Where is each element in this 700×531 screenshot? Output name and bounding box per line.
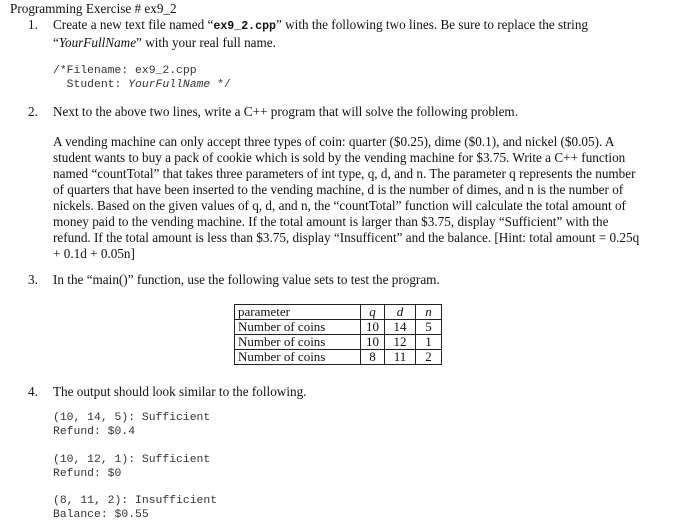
problem-line-3: named “countTotal” that takes three parameters of int type, q, d, and n. The parameter q represents the number (53, 166, 636, 181)
output-2-line-1: (10, 12, 1): Sufficient (53, 454, 211, 466)
item-4-number: 4. (28, 384, 38, 399)
problem-line-4: of quarters that have been inserted to the vending machine, d is the number of dimes, and n is the number of (53, 182, 624, 197)
problem-line-2: student wants to buy a pack of cookie which is sold by the vending machine for $3.75. Write a C++ function (53, 150, 626, 165)
table-row (235, 320, 442, 335)
item-1-number: 1. (28, 17, 38, 32)
item-1-line-2-end: ” with your real full name. (136, 35, 276, 50)
item-1-line-2-start: “ (53, 35, 59, 50)
problem-line-8: + 0.1d + 0.05n] (53, 246, 135, 261)
table-row (235, 335, 442, 350)
output-block-3 (53, 494, 217, 522)
code-line-2-end: */ (210, 79, 231, 91)
problem-line-1: A vending machine can only accept three types of coin: quarter ($0.25), dime ($0.1), and nickel ($0.05). A (53, 134, 615, 149)
item-2-intro: Next to the above two lines, write a C++ program that will solve the following problem. (53, 104, 518, 119)
table-row (235, 350, 442, 365)
item-1-fullname: YourFullName (58, 35, 137, 50)
item-2-problem (53, 134, 653, 262)
header-n: n (416, 305, 442, 320)
item-3-text: In the “main()” function, use the following value sets to test the program. (53, 272, 440, 287)
cell-n: 1 (416, 335, 442, 350)
item-1-filename: ex9_2.cpp (213, 20, 276, 33)
row-label: Number of coins (235, 320, 361, 335)
row-label: Number of coins (235, 335, 361, 350)
code-block (53, 64, 231, 92)
item-1-line-2 (53, 35, 653, 51)
page-title: Programming Exercise # ex9_2 (10, 1, 177, 16)
header-parameter: parameter (235, 305, 361, 320)
output-1-line-1: (10, 14, 5): Sufficient (53, 412, 211, 424)
item-1-line-1 (53, 17, 653, 35)
cell-d: 12 (385, 335, 416, 350)
output-1-line-2: Refund: $0.4 (53, 426, 136, 438)
cell-q: 8 (361, 350, 385, 365)
cell-d: 11 (385, 350, 416, 365)
code-fullname: YourFullName (128, 79, 211, 91)
cell-n: 2 (416, 350, 442, 365)
problem-line-5: nickels. Based on the given values of q, d, and n, the “countTotal” function will calculate the total amount of (53, 198, 626, 213)
output-block-2 (53, 453, 210, 481)
code-line-1: /*Filename: ex9_2.cpp (53, 65, 197, 77)
output-block-1 (53, 411, 210, 439)
problem-line-7: refund. If the total amount is less than $3.75, display “Insufficent” and the balance. [Hint: total amount = 0.25q (53, 230, 640, 245)
item-3-number: 3. (28, 272, 38, 287)
cell-n: 5 (416, 320, 442, 335)
item-2-number: 2. (28, 104, 38, 119)
output-3-line-1: (8, 11, 2): Insufficient (53, 495, 218, 507)
cell-q: 10 (361, 335, 385, 350)
value-sets-table (234, 304, 442, 365)
item-1-line-1-end: ” with the following two lines. Be sure to replace the string (276, 17, 589, 32)
header-q: q (361, 305, 385, 320)
item-1-text (53, 17, 653, 51)
item-4-text: The output should look similar to the following. (53, 384, 307, 399)
row-label: Number of coins (235, 350, 361, 365)
output-3-line-2: Balance: $0.55 (53, 509, 149, 521)
header-d: d (385, 305, 416, 320)
problem-line-6: money paid to the vending machine. If the total amount is larger than $3.75, display “Sufficient” with the (53, 214, 609, 229)
output-2-line-2: Refund: $0 (53, 468, 122, 480)
cell-q: 10 (361, 320, 385, 335)
cell-d: 14 (385, 320, 416, 335)
code-line-2-start: Student: (53, 79, 129, 91)
table-header-row (235, 305, 442, 320)
code-line-2 (53, 78, 231, 92)
item-1-line-1-start: Create a new text file named “ (53, 17, 214, 32)
